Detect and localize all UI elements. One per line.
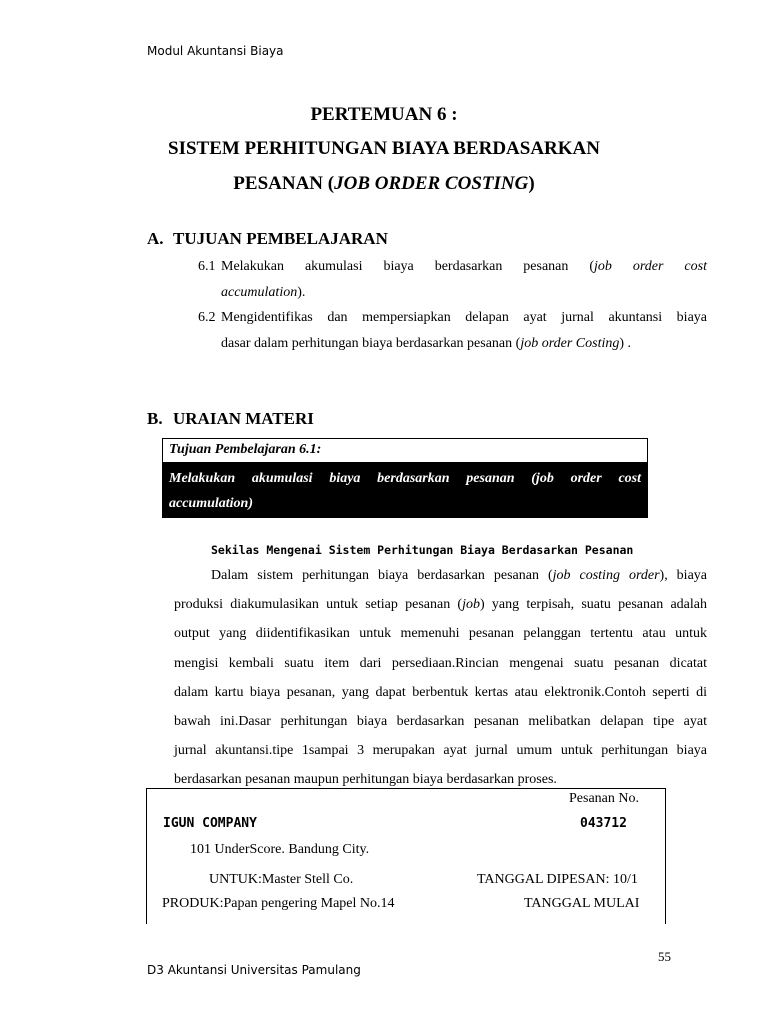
objective-item: 6.2 Mengidentifikas dan mempersiapkan delapan ayat jurnal akuntansi biaya dasar dalam perhitungan biaya berdasarkan pesanan (job order Costing) . [0, 305, 768, 359]
date-ordered-field: TANGGAL DIPESAN: 10/1 [477, 872, 638, 887]
learning-objective-box [162, 438, 648, 518]
objective-item: 6.1 Melakukan akumulasi biaya berdasarkan pesanan (job order cost accumulation). [0, 254, 768, 308]
box-content: Melakukan akumulasi biaya berdasarkan pesanan (job order cost accumulation) [163, 463, 647, 517]
overview-heading: Sekilas Mengenai Sistem Perhitungan Biaya Berdasarkan Pesanan [211, 543, 634, 557]
job-order-card [146, 788, 666, 924]
date-started-field: TANGGAL MULAI [524, 896, 640, 911]
objective-line: dasar dalam perhitungan biaya berdasarkan pesanan (job order Costing) . [221, 336, 632, 351]
paragraph-line: berdasarkan pesanan maupun perhitungan biaya berdasarkan proses. [174, 772, 557, 788]
order-no-label: Pesanan No. [569, 791, 639, 806]
paragraph-line: Dalam sistem perhitungan biaya berdasarkan pesanan (job costing order), biaya [211, 568, 708, 583]
paragraph-line: mengisi kembali suatu item dari persediaan.Rincian mengenai suatu pesanan dicatat [174, 655, 707, 671]
order-number: 043712 [580, 816, 627, 831]
objective-line: accumulation). [221, 285, 306, 300]
running-footer: D3 Akuntansi Universitas Pamulang [147, 963, 361, 977]
section-b-heading: B. URAIAN MATERI [147, 409, 314, 428]
paragraph-line: jurnal akuntansi.tipe 1sampai 3 merupakan ayat jurnal umum untuk perhitungan biaya [174, 743, 707, 759]
section-a-heading: A. TUJUAN PEMBELAJARAN [147, 229, 388, 248]
paragraph-line: produksi diakumulasikan untuk setiap pesanan (job) yang terpisah, suatu pesanan adalah [174, 597, 707, 613]
paragraph-line: bawah ini.Dasar perhitungan biaya berdasarkan pesanan melibatkan delapan tipe ayat [174, 713, 707, 729]
company-address: 101 UnderScore. Bandung City. [190, 842, 370, 857]
chapter-subtitle: PESANAN (JOB ORDER COSTING) [233, 173, 535, 194]
box-title: Tujuan Pembelajaran 6.1: [163, 439, 647, 463]
objective-line: Melakukan akumulasi biaya berdasarkan pesanan (job order cost [221, 259, 707, 274]
paragraph-line: dalam kartu biaya pesanan, yang dapat berbentuk kertas atau elektronik.Contoh seperti di [174, 684, 707, 700]
paragraph-line: output yang diidentifikasikan untuk memenuhi pesanan pelanggan tertentu atau untuk [174, 626, 707, 642]
product-field: PRODUK:Papan pengering Mapel No.14 [162, 896, 395, 911]
running-header: Modul Akuntansi Biaya [147, 44, 284, 58]
chapter-number: PERTEMUAN 6 : [310, 104, 458, 125]
objective-line: Mengidentifikas dan mempersiapkan delapan ayat jurnal akuntansi biaya [221, 310, 707, 325]
page-number: 55 [658, 949, 671, 964]
chapter-title: SISTEM PERHITUNGAN BIAYA BERDASARKAN [168, 138, 600, 159]
company-name: IGUN COMPANY [163, 816, 257, 831]
customer-field: UNTUK:Master Stell Co. [209, 872, 354, 887]
overview-paragraph [174, 561, 707, 795]
